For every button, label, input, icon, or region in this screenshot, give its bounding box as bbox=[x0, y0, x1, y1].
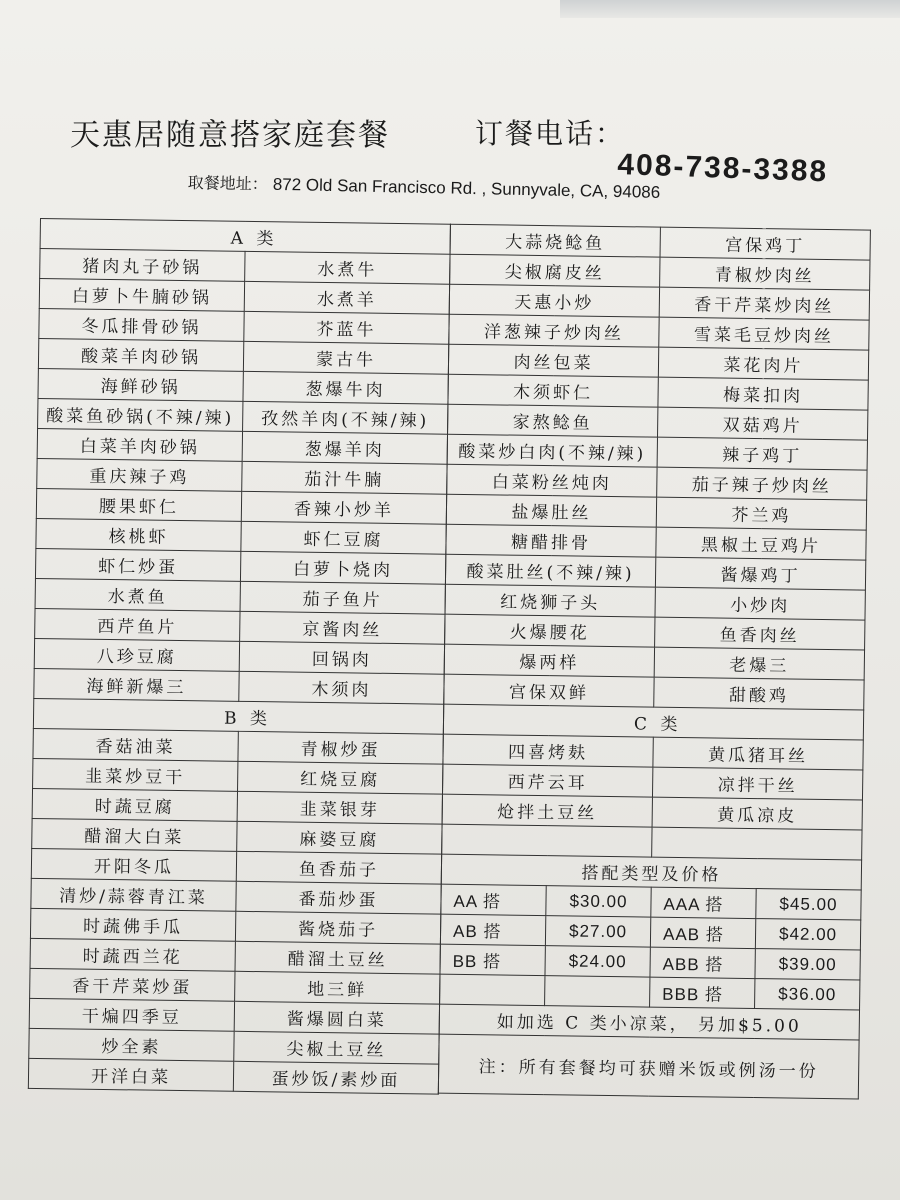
menu-item: 时蔬西兰花 bbox=[30, 938, 235, 971]
menu-table-area bbox=[27, 218, 870, 1144]
menu-item: 回锅肉 bbox=[239, 641, 444, 674]
menu-item: 酸菜羊肉砂锅 bbox=[38, 338, 243, 371]
combo-type: AAB 搭 bbox=[650, 917, 755, 948]
menu-item: 水煮鱼 bbox=[35, 578, 240, 611]
combo-type bbox=[440, 974, 545, 1005]
menu-item: 酱爆鸡丁 bbox=[655, 557, 865, 590]
menu-item: 洋葱辣子炒肉丝 bbox=[449, 314, 659, 347]
menu-item: 雪菜毛豆炒肉丝 bbox=[659, 317, 869, 350]
combo-type: ABB 搭 bbox=[650, 947, 755, 978]
menu-item: 鱼香茄子 bbox=[236, 851, 441, 884]
menu-item: 鱼香肉丝 bbox=[655, 617, 865, 650]
menu-item: 酸菜肚丝(不辣/辣) bbox=[445, 554, 655, 587]
menu-item: 海鲜新爆三 bbox=[34, 668, 239, 701]
menu-item: 虾仁炒蛋 bbox=[35, 548, 240, 581]
menu-item: 红烧豆腐 bbox=[238, 761, 443, 794]
menu-item: 蛋炒饭/素炒面 bbox=[233, 1061, 438, 1094]
menu-item: 宫保双鲜 bbox=[444, 674, 654, 707]
combo-price: $45.00 bbox=[756, 889, 861, 920]
left-menu-table bbox=[28, 218, 451, 1095]
menu-item: 醋溜土豆丝 bbox=[235, 941, 440, 974]
menu-item: 尖椒土豆丝 bbox=[234, 1031, 439, 1064]
menu-item: 酸菜炒白肉(不辣/辣) bbox=[447, 434, 657, 467]
menu-item: 干煸四季豆 bbox=[29, 998, 234, 1031]
extra-charge-note: 如加选 C 类小凉菜， 另加$5.00 bbox=[439, 1004, 859, 1040]
menu-item: 茄子鱼片 bbox=[240, 581, 445, 614]
menu-item: 韭菜炒豆干 bbox=[33, 758, 238, 791]
menu-item: 开洋白菜 bbox=[28, 1058, 233, 1091]
address-label: 取餐地址： bbox=[187, 172, 268, 194]
menu-item: 宫保鸡丁 bbox=[660, 227, 870, 260]
table-row bbox=[28, 1058, 438, 1094]
menu-item: 红烧狮子头 bbox=[445, 584, 655, 617]
menu-item: 木须肉 bbox=[239, 671, 444, 704]
menu-item: 香菇油菜 bbox=[33, 728, 238, 761]
menu-item: 时蔬豆腐 bbox=[32, 788, 237, 821]
menu-item: 黑椒土豆鸡片 bbox=[656, 527, 866, 560]
address-text: 872 Old San Francisco Rd. , Sunnyvale, CA, 94086 bbox=[272, 174, 661, 202]
menu-item: 茄子辣子炒肉丝 bbox=[657, 467, 867, 500]
menu-item: 白菜粉丝炖肉 bbox=[447, 464, 657, 497]
menu-item: 水煮羊 bbox=[244, 281, 449, 314]
menu-item: 凉拌干丝 bbox=[652, 767, 862, 800]
menu-item: 炝拌土豆丝 bbox=[442, 794, 652, 827]
section-a-title: A 类 bbox=[40, 219, 450, 255]
menu-item: 酱烧茄子 bbox=[235, 911, 440, 944]
menu-item: 葱爆牛肉 bbox=[243, 371, 448, 404]
menu-item: 麻婆豆腐 bbox=[237, 821, 442, 854]
combo-price: $24.00 bbox=[545, 946, 650, 977]
menu-item: 海鲜砂锅 bbox=[38, 368, 243, 401]
menu-item: 京酱肉丝 bbox=[240, 611, 445, 644]
menu-item: 青椒炒蛋 bbox=[238, 731, 443, 764]
menu-item: 番茄炒蛋 bbox=[236, 881, 441, 914]
menu-item: 甜酸鸡 bbox=[654, 677, 864, 710]
right-menu-table bbox=[438, 224, 871, 1100]
menu-item: 菜花肉片 bbox=[658, 347, 868, 380]
combo-price: $30.00 bbox=[546, 886, 651, 917]
menu-item: 腰果虾仁 bbox=[36, 488, 241, 521]
menu-item: 重庆辣子鸡 bbox=[37, 458, 242, 491]
section-b-title: B 类 bbox=[33, 698, 443, 734]
menu-item: 白菜羊肉砂锅 bbox=[37, 428, 242, 461]
free-rice-soup-note: 注：所有套餐均可获赠米饭或例汤一份 bbox=[438, 1034, 859, 1099]
combo-type: AAA 搭 bbox=[651, 887, 756, 918]
menu-item: 肉丝包菜 bbox=[448, 344, 658, 377]
menu-item: 火爆腰花 bbox=[445, 614, 655, 647]
combo-type: BB 搭 bbox=[440, 944, 545, 975]
menu-item: 天惠小炒 bbox=[449, 284, 659, 317]
menu-item: 大蒜烧鲶鱼 bbox=[450, 224, 660, 257]
menu-item: 香干芹菜炒肉丝 bbox=[659, 287, 869, 320]
phone-label: 订餐电话： bbox=[475, 117, 626, 150]
menu-item: 糖醋排骨 bbox=[446, 524, 656, 557]
menu-item: 白萝卜烧肉 bbox=[240, 551, 445, 584]
menu-item: 孜然羊肉(不辣/辣) bbox=[243, 401, 448, 434]
menu-item: 黄瓜猪耳丝 bbox=[653, 737, 863, 770]
menu-item: 黄瓜凉皮 bbox=[652, 797, 862, 830]
menu-item: 八珍豆腐 bbox=[34, 638, 239, 671]
empty-cell bbox=[442, 824, 652, 857]
menu-item: 地三鲜 bbox=[235, 971, 440, 1004]
combo-price: $27.00 bbox=[545, 916, 650, 947]
menu-item: 水煮牛 bbox=[245, 251, 450, 284]
combo-type: AB 搭 bbox=[440, 914, 545, 945]
menu-item: 木须虾仁 bbox=[448, 374, 658, 407]
combo-price: $36.00 bbox=[755, 979, 860, 1010]
menu-item: 梅菜扣肉 bbox=[658, 377, 868, 410]
menu-item: 开阳冬瓜 bbox=[31, 848, 236, 881]
combo-price: $42.00 bbox=[755, 919, 860, 950]
menu-item: 青椒炒肉丝 bbox=[660, 257, 870, 290]
menu-item: 芥蓝牛 bbox=[244, 311, 449, 344]
menu-item: 家熬鲶鱼 bbox=[448, 404, 658, 437]
pricing-title: 搭配类型及价格 bbox=[441, 854, 861, 890]
menu-item: 芥兰鸡 bbox=[656, 497, 866, 530]
menu-item: 猪肉丸子砂锅 bbox=[40, 249, 245, 282]
menu-item: 白萝卜牛腩砂锅 bbox=[39, 279, 244, 312]
menu-item: 香辣小炒羊 bbox=[241, 491, 446, 524]
menu-item: 酸菜鱼砂锅(不辣/辣) bbox=[38, 398, 243, 431]
combo-price: $39.00 bbox=[755, 949, 860, 980]
note-row bbox=[438, 1034, 859, 1099]
menu-item: 葱爆羊肉 bbox=[242, 431, 447, 464]
menu-item: 辣子鸡丁 bbox=[657, 437, 867, 470]
menu-item: 西芹鱼片 bbox=[35, 608, 240, 641]
menu-item: 爆两样 bbox=[444, 644, 654, 677]
menu-item: 核桃虾 bbox=[36, 518, 241, 551]
menu-item: 老爆三 bbox=[654, 647, 864, 680]
menu-item: 韭菜银芽 bbox=[237, 791, 442, 824]
menu-item: 酱爆圆白菜 bbox=[234, 1001, 439, 1034]
menu-item: 四喜烤麸 bbox=[443, 734, 653, 767]
empty-cell bbox=[652, 827, 862, 860]
menu-item: 虾仁豆腐 bbox=[241, 521, 446, 554]
menu-item: 尖椒腐皮丝 bbox=[450, 254, 660, 287]
menu-item: 双菇鸡片 bbox=[658, 407, 868, 440]
menu-item: 香干芹菜炒蛋 bbox=[30, 968, 235, 1001]
menu-item: 炒全素 bbox=[29, 1028, 234, 1061]
menu-item: 蒙古牛 bbox=[243, 341, 448, 374]
section-c-title: C 类 bbox=[443, 704, 863, 740]
restaurant-title: 天惠居随意搭家庭套餐 bbox=[70, 118, 390, 153]
combo-type: AA 搭 bbox=[441, 884, 546, 915]
menu-item: 清炒/蒜蓉青江菜 bbox=[31, 878, 236, 911]
background-edge bbox=[560, 0, 900, 18]
menu-item: 盐爆肚丝 bbox=[446, 494, 656, 527]
menu-item: 小炒肉 bbox=[655, 587, 865, 620]
menu-item: 茄汁牛腩 bbox=[242, 461, 447, 494]
menu-item: 冬瓜排骨砂锅 bbox=[39, 308, 244, 341]
menu-item: 醋溜大白菜 bbox=[32, 818, 237, 851]
menu-item: 时蔬佛手瓜 bbox=[30, 908, 235, 941]
menu-item: 西芹云耳 bbox=[442, 764, 652, 797]
combo-price bbox=[545, 976, 650, 1007]
combo-type: BBB 搭 bbox=[650, 977, 755, 1008]
phone-number: 408-738-3388 bbox=[616, 148, 829, 189]
